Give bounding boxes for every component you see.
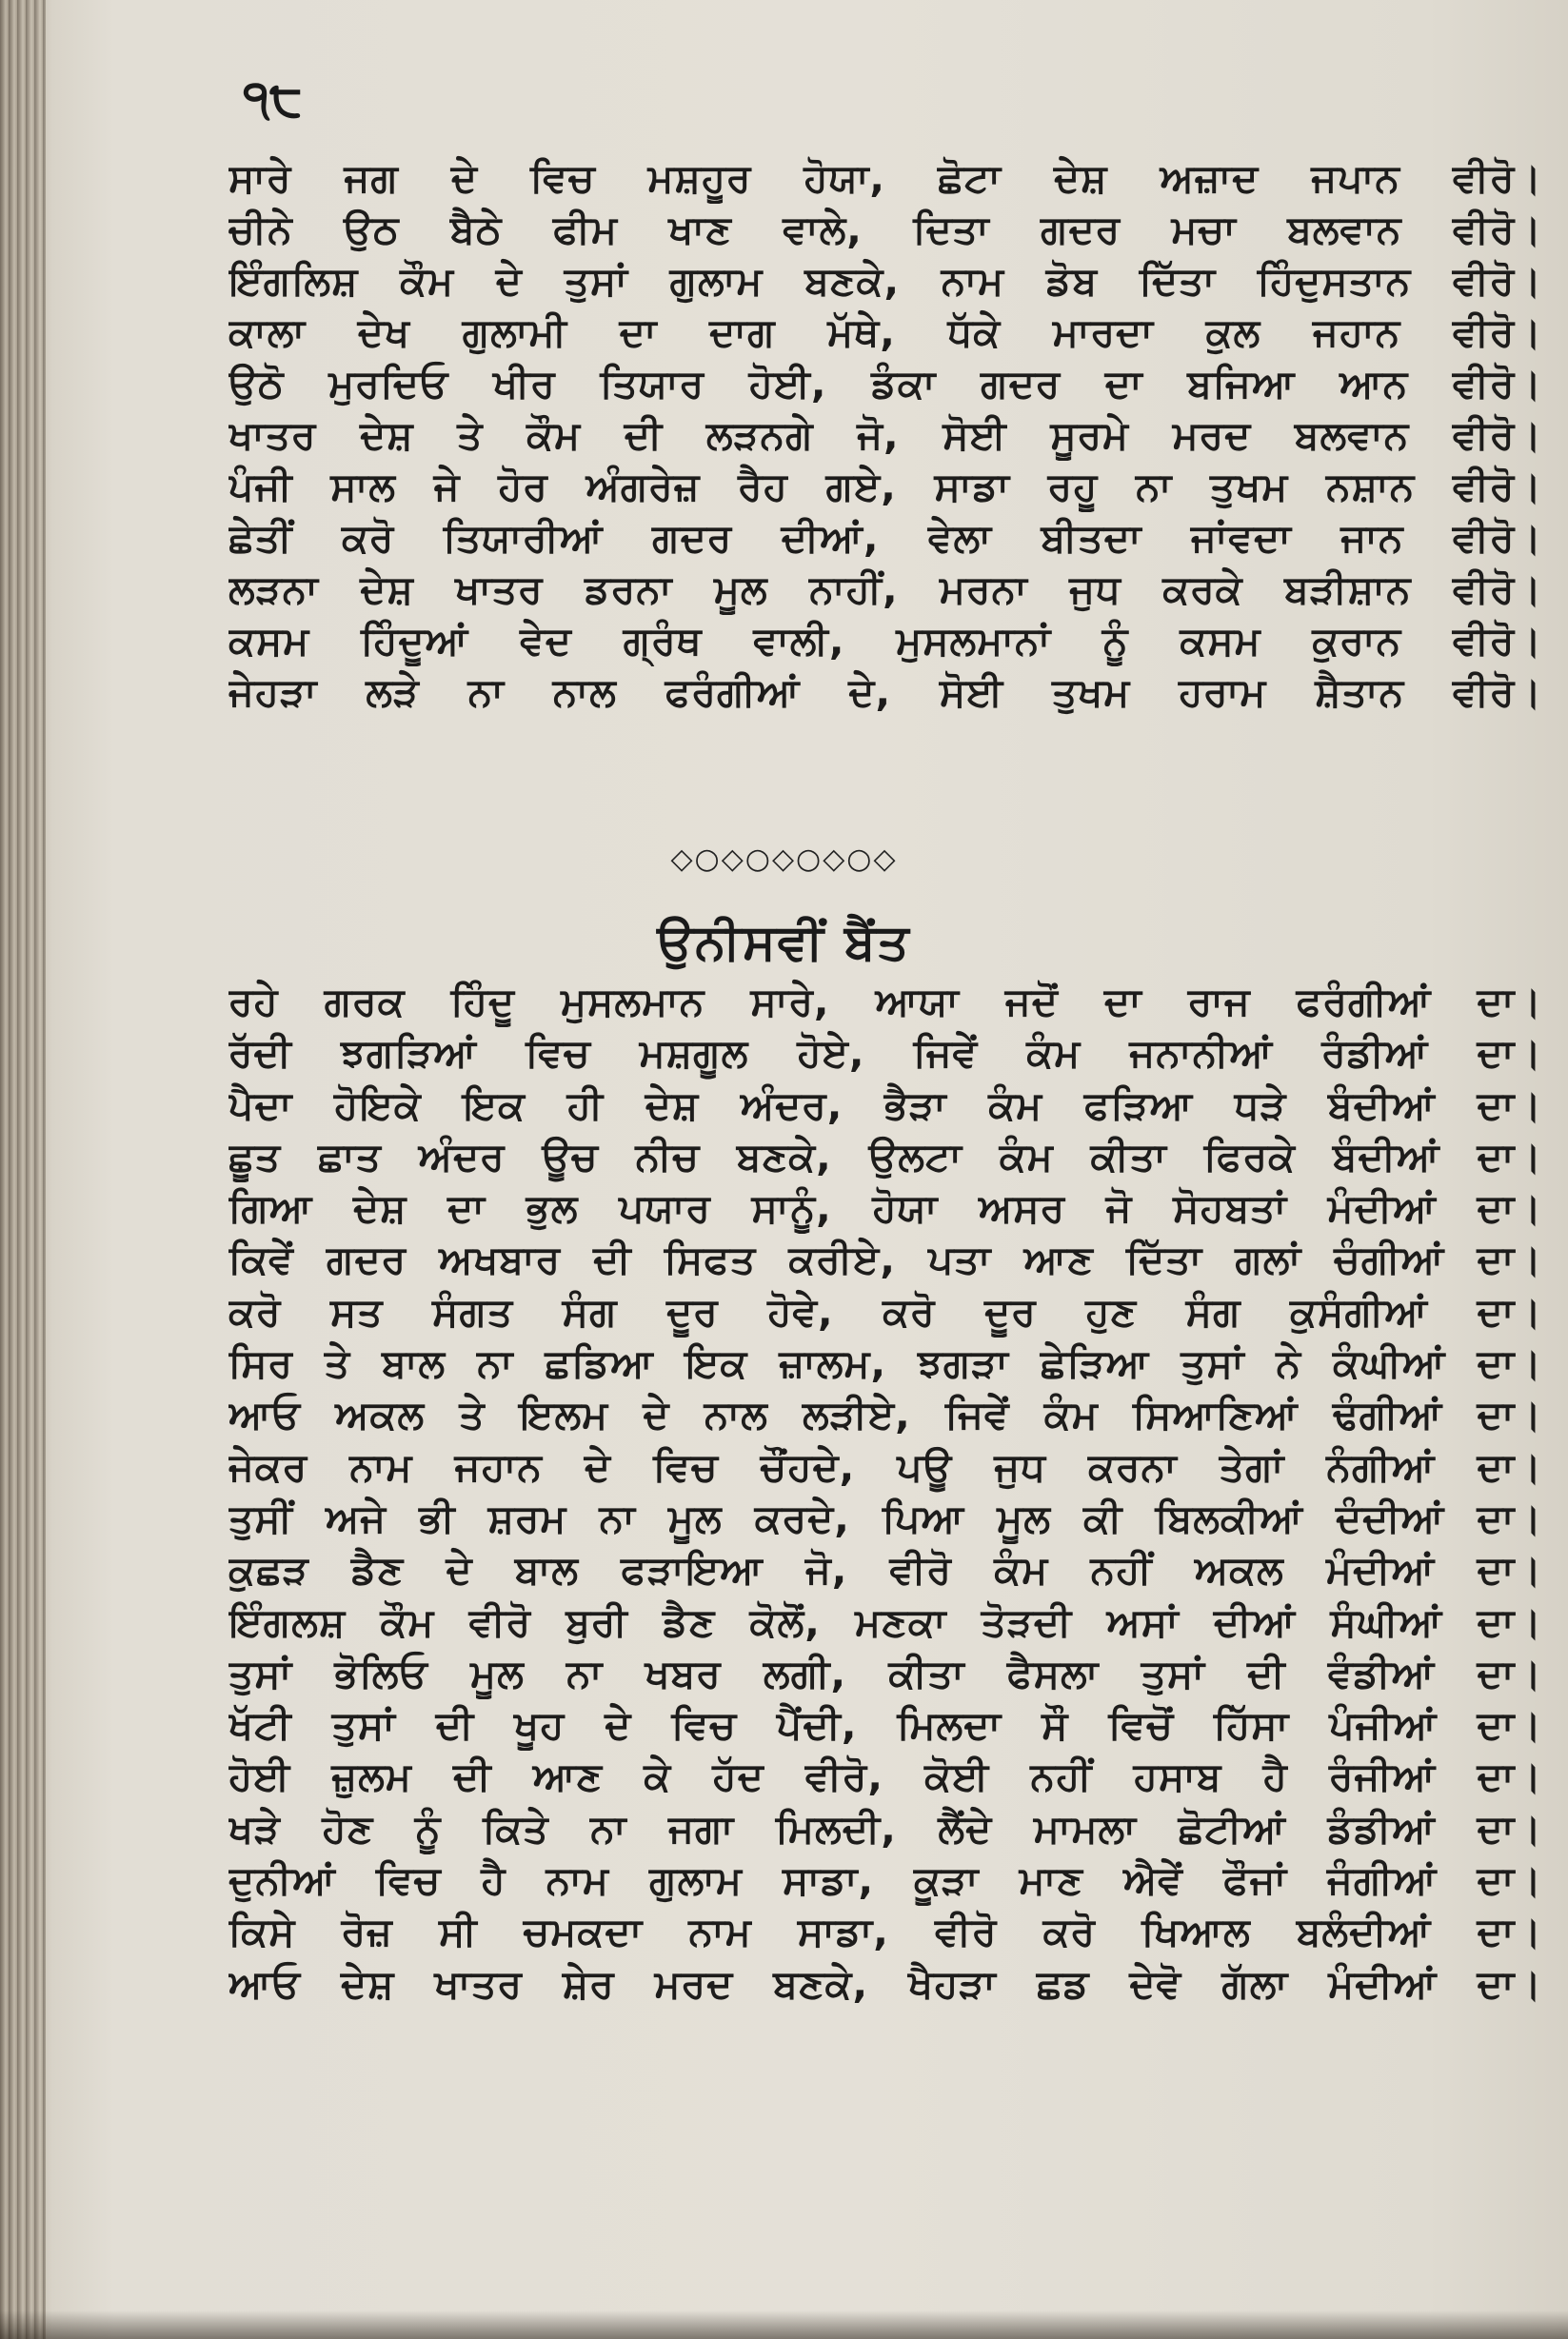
verse-line: ਉਠੋ ਮੁਰਦਿਓ ਖੀਰ ਤਿਯਾਰ ਹੋਈ, ਡੰਕਾ ਗਦਰ ਦਾ ਬਜਿਆ ਆਨ ਵੀਰੋ। [228, 361, 1542, 406]
verse-line: ਇੰਗਲਸ਼ ਕੌਮ ਵੀਰੋ ਬੁਰੀ ਡੈਣ ਕੋਲੋਂ, ਮਣਕਾ ਤੋੜਦੀ ਅਸਾਂ ਦੀਆਂ ਸੰਘੀਆਂ ਦਾ। [228, 1598, 1542, 1645]
page-number: ੧੮ [243, 70, 303, 128]
section-heading: ਉਨੀਸਵੀਂ ਬੈਂਤ [657, 914, 911, 971]
verse-line: ਕੁਛੜ ਡੈਣ ਦੇ ਬਾਲ ਫੜਾਇਆ ਜੋ, ਵੀਰੋ ਕੰਮ ਨਹੀਂ ਅਕਲ ਮੰਦੀਆਂ ਦਾ। [228, 1547, 1542, 1594]
verse-line: ਛੂਤ ਛਾਤ ਅੰਦਰ ਊਚ ਨੀਚ ਬਣਕੇ, ਉਲਟਾ ਕੰਮ ਕੀਤਾ ਫਿਰਕੇ ਬੰਦੀਆਂ ਦਾ। [228, 1133, 1542, 1179]
verse-line: ਰਹੇ ਗਰਕ ਹਿੰਦੂ ਮੁਸਲਮਾਨ ਸਾਰੇ, ਆਯਾ ਜਦੋਂ ਦਾ ਰਾਜ ਫਰੰਗੀਆਂ ਦਾ। [228, 979, 1542, 1024]
verse-line: ਕਿਸੇ ਰੋਜ਼ ਸੀ ਚਮਕਦਾ ਨਾਮ ਸਾਡਾ, ਵੀਰੋ ਕਰੋ ਖਿਆਲ ਬਲੰਦੀਆਂ ਦਾ। [228, 1909, 1542, 1955]
verse-line: ਦੁਨੀਆਂ ਵਿਚ ਹੈ ਨਾਮ ਗੁਲਾਮ ਸਾਡਾ, ਕੂੜਾ ਮਾਣ ਐਵੇਂ ਫੌਜਾਂ ਜੰਗੀਆਂ ਦਾ। [228, 1857, 1542, 1904]
verse-line: ਸਾਰੇ ਜਗ ਦੇ ਵਿਚ ਮਸ਼ਹੂਰ ਹੋਯਾ, ਛੋਟਾ ਦੇਸ਼ ਅਜ਼ਾਦ ਜਪਾਨ ਵੀਰੋ। [228, 155, 1542, 201]
verse-line: ਚੀਨੇ ਉਠ ਬੈਠੇ ਫੀਮ ਖਾਣ ਵਾਲੇ, ਦਿਤਾ ਗਦਰ ਮਚਾ ਬਲਵਾਨ ਵੀਰੋ। [228, 207, 1542, 252]
verse-line: ਕਸਮ ਹਿੰਦੂਆਂ ਵੇਦ ਗ੍ਰੰਥ ਵਾਲੀ, ਮੁਸਲਮਾਨਾਂ ਨੂੰ ਕਸਮ ਕੁਰਾਨ ਵੀਰੋ। [228, 618, 1542, 664]
verse-line: ਕਿਵੇਂ ਗਦਰ ਅਖਬਾਰ ਦੀ ਸਿਫਤ ਕਰੀਏ, ਪਤਾ ਆਣ ਦਿੱਤਾ ਗਲਾਂ ਚੰਗੀਆਂ ਦਾ। [228, 1237, 1542, 1283]
verse-line [228, 2113, 1542, 2165]
verse-line [228, 2061, 1542, 2112]
verse-line: ਕਰੋ ਸਤ ਸੰਗਤ ਸੰਗ ਦੂਰ ਹੋਵੇ, ਕਰੋ ਦੂਰ ਹੁਣ ਸੰਗ ਕੁਸੰਗੀਆਂ ਦਾ। [228, 1288, 1542, 1335]
verse-line [228, 2165, 1542, 2216]
verse-line: ਪੈਦਾ ਹੋਇਕੇ ਇਕ ਹੀ ਦੇਸ਼ ਅੰਦਰ, ਭੈੜਾ ਕੰਮ ਫੜਿਆ ਧੜੇ ਬੰਦੀਆਂ ਦਾ। [228, 1081, 1542, 1128]
verse-line: ਤੁਸਾਂ ਭੋਲਿਓ ਮੂਲ ਨਾ ਖਬਰ ਲਗੀ, ਕੀਤਾ ਫੈਸਲਾ ਤੁਸਾਂ ਦੀ ਵੰਡੀਆਂ ਦਾ। [228, 1650, 1542, 1696]
verse-line: ਖਾਤਰ ਦੇਸ਼ ਤੇ ਕੌਮ ਦੀ ਲੜਨਗੇ ਜੋ, ਸੋਈ ਸੂਰਮੇ ਮਰਦ ਬਲਵਾਨ ਵੀਰੋ। [228, 412, 1542, 458]
verse-line: ਛੇਤੀਂ ਕਰੋ ਤਿਯਾਰੀਆਂ ਗਦਰ ਦੀਆਂ, ਵੇਲਾ ਬੀਤਦਾ ਜਾਂਵਦਾ ਜਾਨ ਵੀਰੋ। [228, 515, 1542, 561]
ornamental-divider: ◇○◇○◇○◇○◇ [670, 842, 898, 876]
book-spine-edge [0, 0, 46, 2339]
verse-line: ਤੁਸੀਂ ਅਜੇ ਭੀ ਸ਼ਰਮ ਨਾ ਮੂਲ ਕਰਦੇ, ਪਿਆ ਮੂਲ ਕੀ ਬਿਲਕੀਆਂ ਦੰਦੀਆਂ ਦਾ। [228, 1495, 1542, 1541]
verse-line [228, 2216, 1542, 2268]
verse-line: ਕਾਲਾ ਦੇਖ ਗੁਲਾਮੀ ਦਾ ਦਾਗ ਮੱਥੇ, ਧੱਕੇ ਮਾਰਦਾ ਕੁਲ ਜਹਾਨ ਵੀਰੋ। [228, 309, 1542, 355]
verse-block-first [228, 152, 1542, 718]
verse-line: ਇੰਗਲਿਸ਼ ਕੌਮ ਦੇ ਤੁਸਾਂ ਗੁਲਾਮ ਬਣਕੇ, ਨਾਮ ਡੋਬ ਦਿੱਤਾ ਹਿੰਦੁਸਤਾਨ ਵੀਰੋ। [228, 258, 1542, 304]
verse-line: ਲੜਨਾ ਦੇਸ਼ ਖਾਤਰ ਡਰਨਾ ਮੂਲ ਨਾਹੀਂ, ਮਰਨਾ ਜੁਧ ਕਰਕੇ ਬੜੀਸ਼ਾਨ ਵੀਰੋ। [228, 566, 1542, 612]
verse-line: ਹੋਈ ਜ਼ੁਲਮ ਦੀ ਆਣ ਕੇ ਹੱਦ ਵੀਰੋ, ਕੋਈ ਨਹੀਂ ਹਸਾਬ ਹੈ ਰੰਜੀਆਂ ਦਾ। [228, 1754, 1542, 1800]
verse-line: ਸਿਰ ਤੇ ਬਾਲ ਨਾ ਛਡਿਆ ਇਕ ਜ਼ਾਲਮ, ਝਗੜਾ ਛੇੜਿਆ ਤੁਸਾਂ ਨੇ ਕੰਘੀਆਂ ਦਾ। [228, 1340, 1542, 1387]
verse-line: ਖੜੇ ਹੋਣ ਨੂੰ ਕਿਤੇ ਨਾ ਜਗਾ ਮਿਲਦੀ, ਲੈਂਦੇ ਮਾਮਲਾ ਛੋਟੀਆਂ ਡੰਡੀਆਂ ਦਾ। [228, 1805, 1542, 1852]
verse-block-second [228, 976, 1542, 2320]
page-bottom-shadow [0, 2310, 1568, 2339]
verse-line: ਪੰਜੀ ਸਾਲ ਜੇ ਹੋਰ ਅੰਗਰੇਜ਼ ਰੈਹ ਗਏ, ਸਾਡਾ ਰਹੂ ਨਾ ਤੁਖਮ ਨਸ਼ਾਨ ਵੀਰੋ। [228, 464, 1542, 509]
verse-line: ਜੇਕਰ ਨਾਮ ਜਹਾਨ ਦੇ ਵਿਚ ਚੌਂਹਦੇ, ਪਊ ਜੁਧ ਕਰਨਾ ਤੇਗਾਂ ਨੰਗੀਆਂ ਦਾ। [228, 1443, 1542, 1490]
verse-line: ਜੇਹੜਾ ਲੜੇ ਨਾ ਨਾਲ ਫਰੰਗੀਆਂ ਦੇ, ਸੋਈ ਤੁਖਮ ਹਰਾਮ ਸ਼ੈਤਾਨ ਵੀਰੋ। [228, 669, 1542, 715]
verse-line: ਗਿਆ ਦੇਸ਼ ਦਾ ਭੁਲ ਪਯਾਰ ਸਾਨੂੰ, ਹੋਯਾ ਅਸਰ ਜੋ ਸੋਹਬਤਾਂ ਮੰਦੀਆਂ ਦਾ। [228, 1185, 1542, 1232]
verse-line [228, 2010, 1542, 2061]
verse-line: ਰੱਦੀ ਝਗੜਿਆਂ ਵਿਚ ਮਸ਼ਗੂਲ ਹੋਏ, ਜਿਵੇਂ ਕੰਮ ਜਨਾਨੀਆਂ ਰੰਡੀਆਂ ਦਾ। [228, 1030, 1542, 1077]
verse-line: ਆਓ ਦੇਸ਼ ਖਾਤਰ ਸ਼ੇਰ ਮਰਦ ਬਣਕੇ, ਖੈਹੜਾ ਛਡ ਦੇਵੋ ਗੱਲਾ ਮੰਦੀਆਂ ਦਾ। [228, 1960, 1542, 2007]
verse-line: ਆਓ ਅਕਲ ਤੇ ਇਲਮ ਦੇ ਨਾਲ ਲੜੀਏ, ਜਿਵੇਂ ਕੰਮ ਸਿਆਣਿਆਂ ਢੰਗੀਆਂ ਦਾ। [228, 1392, 1542, 1438]
verse-line: ਖੱਟੀ ਤੁਸਾਂ ਦੀ ਖੂਹ ਦੇ ਵਿਚ ਪੈਂਦੀ, ਮਿਲਦਾ ਸੌ ਵਿਚੋਂ ਹਿੱਸਾ ਪੰਜੀਆਂ ਦਾ। [228, 1702, 1542, 1749]
